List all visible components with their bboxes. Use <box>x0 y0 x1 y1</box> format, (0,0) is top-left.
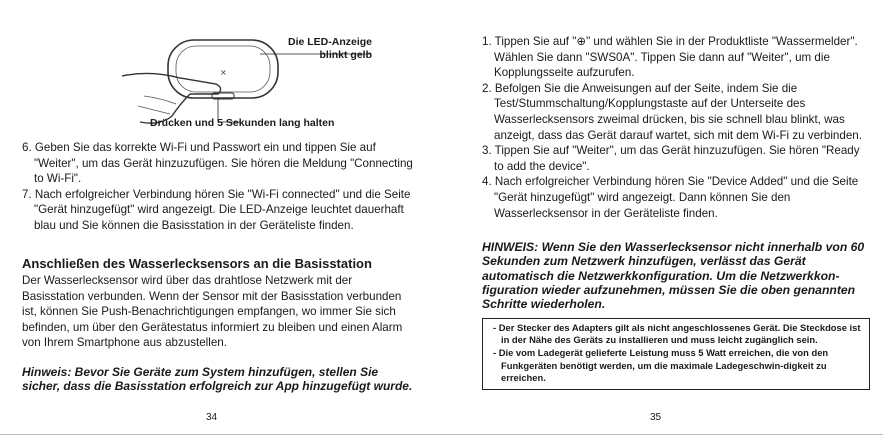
step-6: 6. Geben Sie das korrekte Wi-Fi und Passwort ein und tippen Sie auf "Weiter", um das Gerät hinzuzufügen. Sie hören die Meldung "Connecting to Wi-Fi". <box>22 141 413 186</box>
steps-list-right <box>482 34 867 221</box>
section-paragraph: Der Wasserlecksensor wird über das drahtlose Netzwerk mit der Basisstation verbunden. Wenn der Sensor mit der Basisstation verbunden ist, können Sie Push-Benachrichtigungen empfangen, wo immer Sie sich befinden, um über den Gerätestatus informiert zu bleiben und einen Alarm von Ihrem Smartphone aus abzustellen. <box>22 274 403 350</box>
svg-text:×: × <box>220 68 227 77</box>
callout-led-text: Die LED-Anzeige blinkt gelb <box>288 36 373 61</box>
page-left <box>0 0 441 442</box>
callout-press-text: Drücken und 5 Sekunden lang halten <box>150 117 335 129</box>
hint-left: Hinweis: Bevor Sie Geräte zum System hinzufügen, stellen Sie sicher, dass die Basisstation erfolgreich zur App hinzugefügt wurde. <box>22 365 413 393</box>
page-right <box>442 0 883 442</box>
hint-right: HINWEIS: Wenn Sie den Wasserlecksensor nicht innerhalb von 60 Sekunden zum Netzwerk hinzufügen, verlässt das Gerät automatisch die Netzwerkkonfiguration. Um die Netzwerkkon-figuration wieder aufzunehmen, müssen Sie die oben genannten Schritte wiederholen. <box>482 240 865 312</box>
step-7: 7. Nach erfolgreicher Verbindung hören Sie "Wi-Fi connected" und die Seite "Gerät hinzugefügt" wird angezeigt. Die LED-Anzeige leuchtet dauerhaft blau und Sie können die Basisstation in der Geräteliste finden. <box>22 187 411 232</box>
page-number-left: 34 <box>206 412 218 423</box>
step-4: 4. Nach erfolgreicher Verbindung hören Sie "Device Added" und die Seite "Gerät hinzugefügt" wird angezeigt. Dann können Sie den Wasserlecksensor in der Geräteliste finden. <box>482 175 859 220</box>
note-adapter: - Der Stecker des Adapters gilt als nicht angeschlossenes Gerät. Die Steckdose ist in der Nähe des Geräts zu installieren und muss leicht zugänglich sein. <box>493 322 861 346</box>
step-1: 1. Tippen Sie auf "⊕" und wählen Sie in der Produktliste "Wassermelder". Wählen Sie dann "SWS0A". Tippen Sie dann auf "Weiter", um die Kopplungsseite aufzurufen. <box>482 35 858 80</box>
bottom-divider <box>0 434 883 435</box>
step-3: 3. Tippen Sie auf "Weiter", um das Gerät hinzuzufügen. Sie hören "Ready to add the device". <box>482 144 860 173</box>
page-number-right: 35 <box>650 412 662 423</box>
step-2: 2. Befolgen Sie die Anweisungen auf der Seite, indem Sie die Test/Stummschaltung/Kopplungstaste auf der Unterseite des Wasserlecksensors zweimal drücken, bis sie schnell blau blinkt, was anzeigt, dass das Gerät darauf wartet, sich mit dem Wi-Fi zu verbinden. <box>482 81 862 142</box>
section-heading: Anschließen des Wasserlecksensors an die Basisstation <box>22 256 372 271</box>
steps-list-left <box>22 140 417 234</box>
notes-box <box>482 318 870 390</box>
note-charger: - Die vom Ladegerät gelieferte Leistung muss 5 Watt erreichen, die von den Funkgeräten benötigt werden, um die maximale Ladegeschwin-digkeit zu erreichen. <box>493 347 829 383</box>
